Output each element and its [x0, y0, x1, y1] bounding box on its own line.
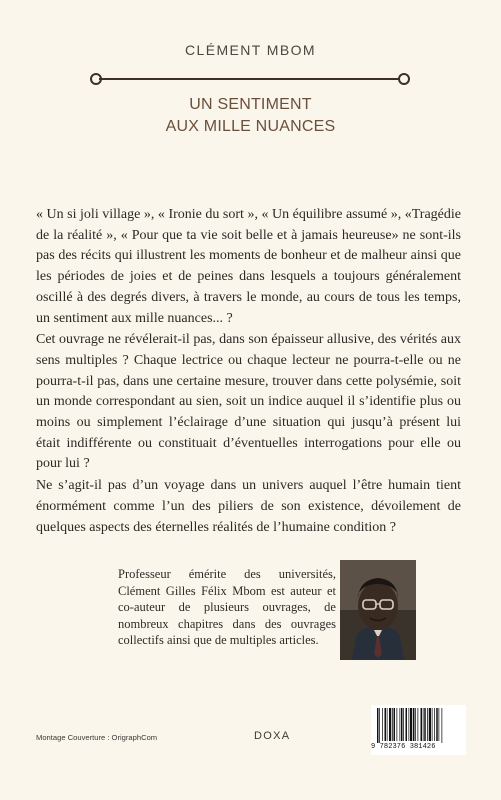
author-photo — [340, 560, 416, 660]
publisher-logo-text: DOXA — [254, 730, 291, 742]
blurb-paragraph-1: « Un si joli village », « Ironie du sort », « Un équilibre assumé », «Tragédie de la réalité », « Pour que ta vie soit belle et à jamais heureuse» ne sont-ils pas des récits qui illustrent les moments de bonheur et de malheur ainsi que les périodes de joies et de peines dans lesquels a toujours généralement oscillé à des degrés divers, à travers le monde, au cours de tous les temps, un sentiment aux mille nuances... ? — [36, 207, 461, 326]
isbn-barcode — [371, 705, 466, 755]
author-photo-illustration — [340, 560, 416, 660]
book-title — [0, 94, 501, 138]
divider-line — [99, 78, 401, 80]
isbn-digits: 9 782376 381426 — [371, 743, 436, 751]
back-cover-blurb — [36, 205, 461, 539]
book-title-line-1: UN SENTIMENT — [189, 96, 312, 113]
author-name-header: CLÉMENT MBOM — [185, 42, 316, 58]
cover-credit-text: Montage Couverture : OrigraphCom — [36, 733, 158, 742]
decorative-divider — [90, 71, 410, 87]
blurb-paragraph-3: Ne s’agit-il pas d’un voyage dans un univers auquel l’être humain tient énormément comme l’un des piliers de son existence, dévoilement de quelques aspects des éternelles réalités de l’humaine condition ? — [36, 478, 461, 535]
divider-right-circle — [398, 73, 410, 85]
barcode-bars — [371, 705, 466, 743]
blurb-paragraph-2: Cet ouvrage ne révélerait-il pas, dans son épaisseur allusive, des vérités aux sens multiples ? Chaque lectrice ou chaque lecteur ne pourra-t-elle ou ne pourra-t-il pas, dans une certaine mesure, trouver dans cette polysémie, soit un monde correspondant au sien, soit un indice auquel il s’identifie plus ou moins ou simplement l’éclairage d’une situation qui jusqu’à présent lui était indifférente ou constituait d’éventuelles interrogations pour elle ou pour lui ? — [36, 332, 461, 472]
author-bio-text: Professeur émérite des universités, Clément Gilles Félix Mbom est auteur et co-auteur de plusieurs ouvrages, de nombreux chapitres dans des ouvrages collectifs ainsi que de multiples articles. — [118, 567, 336, 647]
author-bio-section — [118, 566, 418, 662]
book-title-line-2: AUX MILLE NUANCES — [165, 118, 336, 135]
